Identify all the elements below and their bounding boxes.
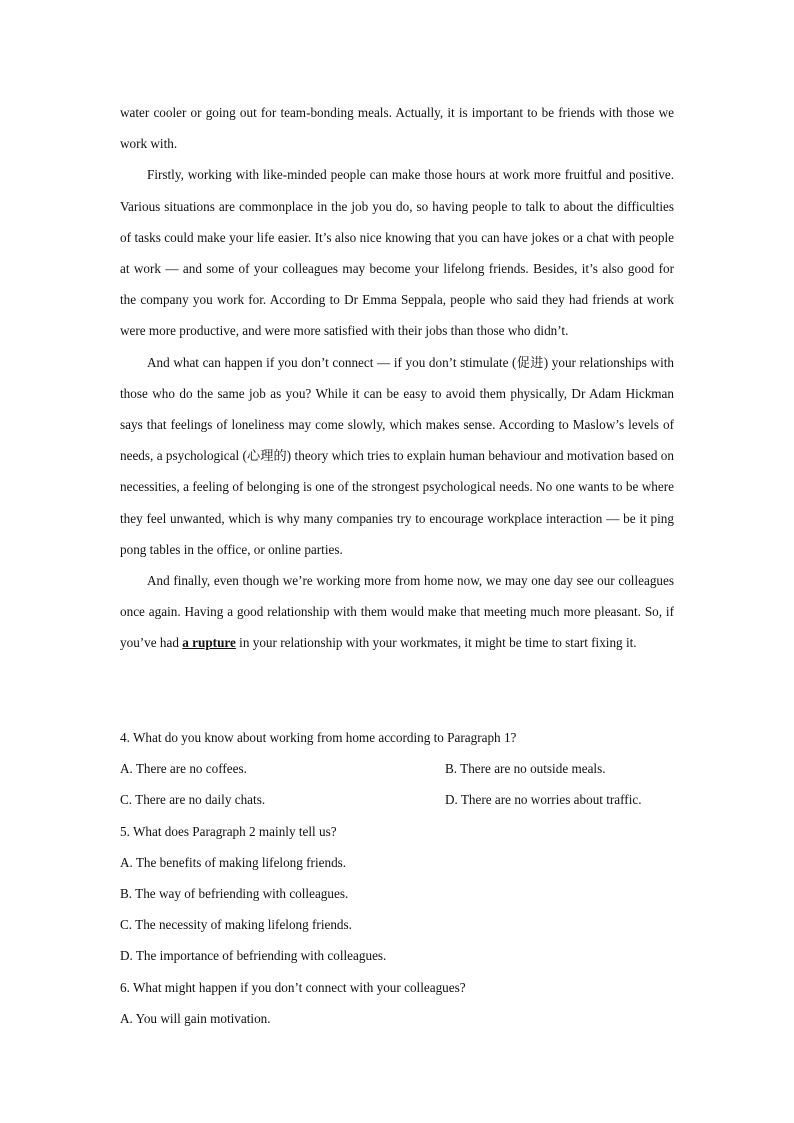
paragraph-4-text-before: And finally, even though we’re working more from home now, we may one day see our colleagues once again. Having a good relationship with them would make that meeting much more pleasant. So, if you’ve had	[120, 573, 674, 651]
question-5-option-d: D. The importance of befriending with colleagues.	[120, 948, 387, 964]
question-5-option-a: A. The benefits of making lifelong friends.	[120, 854, 347, 870]
question-5-stem: 5. What does Paragraph 2 mainly tell us?	[120, 823, 337, 839]
paragraph-2: Firstly, working with like-minded people can make those hours at work more fruitful and positive. Various situations are commonplace in the job you do, so having people to talk to about the difficulties of tasks could make your life easier. It’s also nice knowing that you can have jokes or a chat with people at work — and some of your colleagues may become your lifelong friends. Besides, it’s also good for the company you work for. According to Dr Emma Seppala, people who said they had friends at work were more productive, and were more satisfied with their jobs than those who didn’t.	[120, 167, 674, 339]
question-4-option-d: D. There are no worries about traffic.	[445, 792, 642, 808]
paragraph-4-text-after: in your relationship with your workmates, it might be time to start fixing it.	[235, 635, 637, 651]
question-4-option-a: A. There are no coffees.	[120, 761, 247, 777]
paragraph-4	[120, 565, 674, 659]
question-5-option-c: C. The necessity of making lifelong friends.	[120, 917, 352, 933]
question-4-options-row-1	[120, 753, 680, 784]
question-list	[120, 722, 680, 1034]
question-6-option-a: A. You will gain motivation.	[120, 1010, 271, 1026]
question-5-option-b: B. The way of befriending with colleagues.	[120, 885, 349, 901]
question-6-stem: 6. What might happen if you don’t connect with your colleagues?	[120, 979, 466, 995]
question-4-option-b: B. There are no outside meals.	[445, 761, 606, 777]
underlined-phrase: a rupture	[182, 635, 236, 651]
question-4-stem: 4. What do you know about working from home according to Paragraph 1?	[120, 730, 517, 745]
paragraph-3: And what can happen if you don’t connect — if you don’t stimulate (促进) your relationships with those who do the same job as you? While it can be easy to avoid them physically, Dr Adam Hickman says that feelings of loneliness may come slowly, which makes sense. According to Maslow’s levels of needs, a psychological (心理的) theory which tries to explain human behaviour and motivation based on necessities, a feeling of belonging is one of the strongest psychological needs. No one wants to be where they feel unwanted, which is why many companies try to encourage workplace interaction — be it ping pong tables in the office, or online parties.	[120, 354, 674, 557]
question-4-option-c: C. There are no daily chats.	[120, 792, 266, 808]
paragraph-1-continued: water cooler or going out for team-bonding meals. Actually, it is important to be friends with those we work with.	[120, 105, 674, 152]
reading-passage	[120, 97, 674, 659]
question-4-options-row-2	[120, 784, 680, 815]
